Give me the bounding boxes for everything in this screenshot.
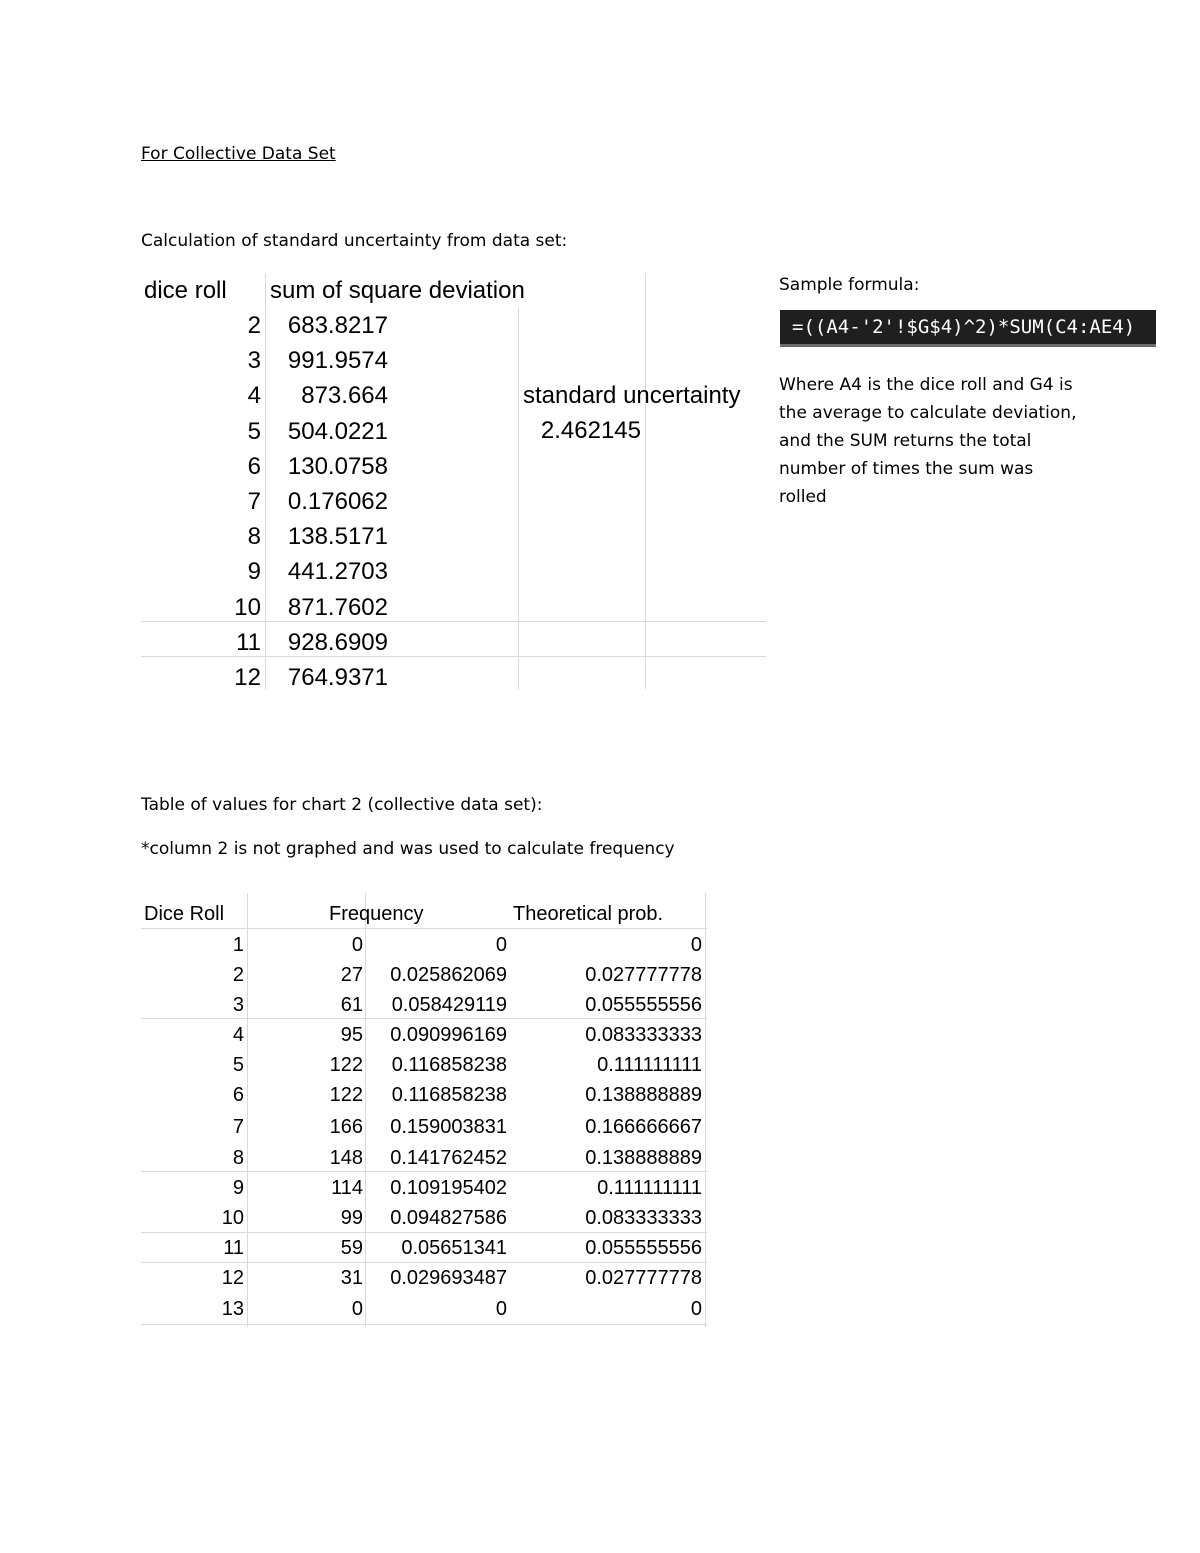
- sum-square-deviation-cell: 928.6909: [287, 628, 388, 656]
- theoretical-prob-cell: 0.027777778: [585, 964, 702, 986]
- header-sum-square-deviation: sum of square deviation: [270, 277, 525, 304]
- dice-roll-cell: 4: [232, 1024, 244, 1046]
- sum-square-deviation-cell: 871.7602: [287, 593, 388, 621]
- dice-roll-cell: 8: [247, 523, 261, 551]
- frequency-cell: 0.029693487: [390, 1267, 507, 1289]
- dice-roll-cell: 7: [232, 1116, 244, 1138]
- frequency-count-cell: 95: [340, 1024, 363, 1046]
- theoretical-prob-cell: 0.055555556: [585, 994, 702, 1016]
- dice-roll-cell: 5: [247, 417, 261, 445]
- frequency-cell: 0.058429119: [391, 994, 507, 1016]
- dice-roll-cell: 11: [236, 628, 261, 656]
- theoretical-prob-cell: 0.111111111: [597, 1177, 702, 1199]
- frequency-count-cell: 0: [351, 1298, 363, 1320]
- dice-roll-cell: 10: [234, 593, 261, 621]
- frequency-cell: 0: [495, 934, 507, 956]
- section2-note: *column 2 is not graphed and was used to calculate frequency: [141, 839, 675, 859]
- theoretical-prob-cell: 0.083333333: [585, 1207, 702, 1229]
- theoretical-prob-cell: 0.083333333: [585, 1024, 702, 1046]
- std-uncertainty-label: standard uncertainty: [523, 382, 741, 409]
- theoretical-prob-cell: 0: [690, 1298, 702, 1320]
- frequency-cell: 0.159003831: [390, 1116, 507, 1138]
- theoretical-prob-cell: 0.111111111: [597, 1054, 702, 1076]
- sum-square-deviation-cell: 873.664: [301, 382, 388, 410]
- frequency-count-cell: 148: [329, 1147, 363, 1169]
- dice-roll-cell: 1: [232, 934, 244, 956]
- dice-roll-cell: 2: [232, 964, 244, 986]
- frequency-count-cell: 0: [351, 934, 363, 956]
- frequency-cell: 0: [495, 1298, 507, 1320]
- theoretical-prob-cell: 0.166666667: [585, 1116, 702, 1138]
- dice-roll-cell: 3: [247, 347, 261, 375]
- frequency-count-cell: 61: [340, 994, 363, 1016]
- header-theoretical-prob: Theoretical prob.: [513, 903, 664, 925]
- frequency-count-cell: 122: [329, 1084, 363, 1106]
- frequency-cell: 0.094827586: [390, 1207, 507, 1229]
- header-dice-roll: Dice Roll: [144, 903, 225, 925]
- dice-roll-cell: 11: [223, 1237, 244, 1259]
- frequency-cell: 0.116858238: [391, 1054, 507, 1076]
- theoretical-prob-cell: 0.138888889: [585, 1147, 702, 1169]
- frequency-cell: 0.109195402: [390, 1177, 507, 1199]
- theoretical-prob-cell: 0.027777778: [585, 1267, 702, 1289]
- frequency-count-cell: 31: [340, 1267, 363, 1289]
- header-dice-roll: dice roll: [144, 277, 227, 304]
- sum-square-deviation-cell: 764.9371: [287, 664, 388, 691]
- dice-roll-cell: 13: [221, 1298, 244, 1320]
- frequency-cell: 0.116858238: [391, 1084, 507, 1106]
- sum-square-deviation-cell: 441.2703: [287, 558, 388, 586]
- frequency-table: [141, 893, 707, 1327]
- dice-roll-cell: 9: [232, 1177, 244, 1199]
- frequency-count-cell: 122: [329, 1054, 363, 1076]
- dice-roll-cell: 10: [221, 1207, 244, 1229]
- theoretical-prob-cell: 0: [690, 934, 702, 956]
- sum-square-deviation-cell: 683.8217: [287, 312, 388, 339]
- sample-formula-label: Sample formula:: [779, 275, 920, 295]
- dice-roll-cell: 6: [232, 1084, 244, 1106]
- dice-roll-cell: 12: [234, 664, 261, 691]
- dice-roll-cell: 2: [247, 312, 261, 339]
- sum-square-deviation-cell: 991.9574: [287, 347, 388, 375]
- section2-caption: Table of values for chart 2 (collective data set):: [141, 795, 543, 815]
- dice-roll-cell: 7: [247, 488, 261, 515]
- sum-square-deviation-cell: 130.0758: [287, 452, 388, 480]
- header-frequency: Frequency: [329, 903, 424, 925]
- section1-caption: Calculation of standard uncertainty from data set:: [141, 231, 568, 251]
- frequency-count-cell: 99: [340, 1207, 363, 1229]
- formula-explanation: Where A4 is the dice roll and G4 is the average to calculate deviation, and the SUM returns the total number of times the sum was rolled: [779, 375, 1077, 507]
- dice-roll-cell: 4: [247, 382, 261, 410]
- dice-roll-cell: 8: [232, 1147, 244, 1169]
- frequency-count-cell: 27: [340, 964, 363, 986]
- formula-bar: [780, 310, 1156, 347]
- frequency-count-cell: 59: [340, 1237, 363, 1259]
- formula-text: =((A4-'2'!$G$4)^2)*SUM(C4:AE4): [792, 316, 1136, 338]
- frequency-cell: 0.05651341: [401, 1237, 507, 1259]
- dice-roll-cell: 9: [247, 558, 261, 586]
- sum-square-deviation-cell: 504.0221: [287, 417, 388, 445]
- frequency-cell: 0.025862069: [390, 964, 507, 986]
- dice-roll-cell: 5: [232, 1054, 244, 1076]
- theoretical-prob-cell: 0.138888889: [585, 1084, 702, 1106]
- frequency-cell: 0.141762452: [390, 1147, 507, 1169]
- sum-square-deviation-cell: 0.176062: [287, 488, 388, 515]
- page-heading: For Collective Data Set: [141, 144, 336, 164]
- sum-square-deviation-cell: 138.5171: [287, 523, 388, 551]
- dice-roll-cell: 12: [221, 1267, 244, 1289]
- uncertainty-table: [141, 273, 766, 689]
- dice-roll-cell: 3: [232, 994, 244, 1016]
- std-uncertainty-value: 2.462145: [540, 417, 641, 444]
- dice-roll-cell: 6: [247, 452, 261, 480]
- theoretical-prob-cell: 0.055555556: [585, 1237, 702, 1259]
- frequency-cell: 0.090996169: [390, 1024, 507, 1046]
- frequency-count-cell: 166: [329, 1116, 363, 1138]
- frequency-count-cell: 114: [331, 1177, 363, 1199]
